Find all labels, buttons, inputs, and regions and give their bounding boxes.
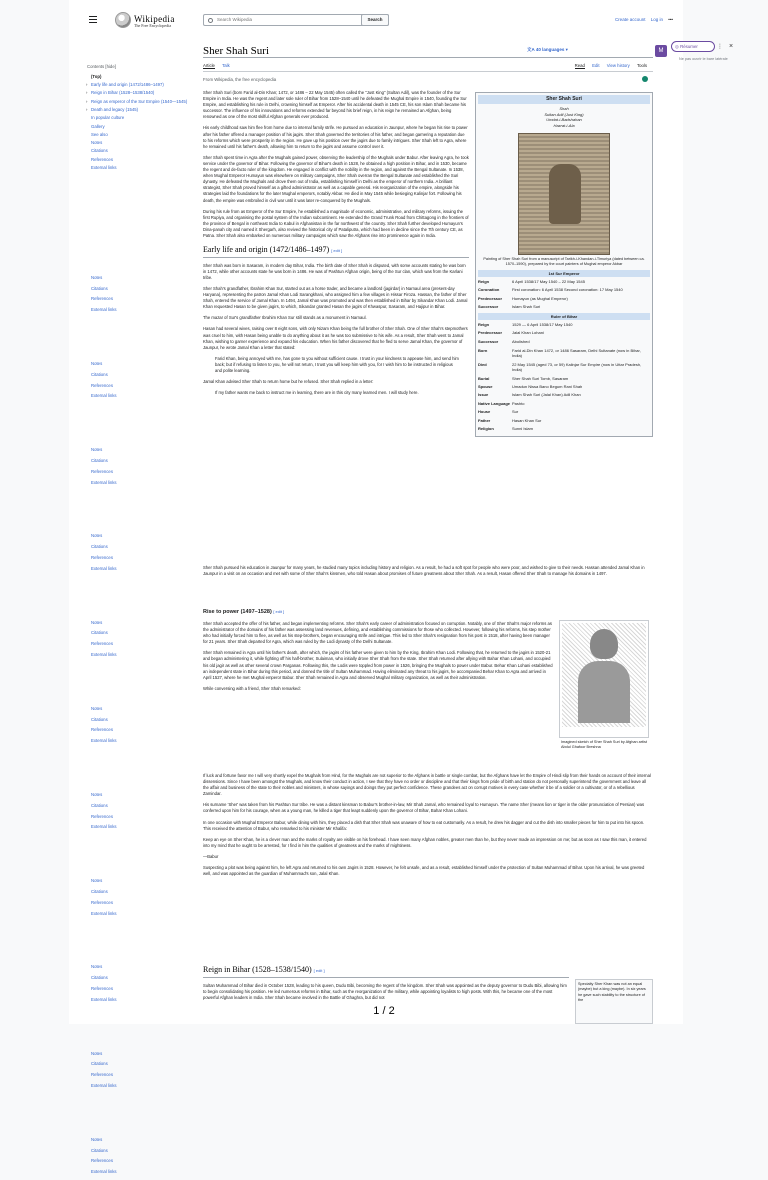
section-rise [203,605,553,697]
section-reign [203,960,569,1006]
infobox-row [478,376,650,381]
toc-item[interactable]: References [91,813,113,819]
toc-item[interactable]: Notes [91,964,103,970]
paragraph: His surname 'Sher' was taken from his Pashtun Sur tribe. He was a distant kinsman to Babur's brother-in-law, Mir Shah Jamal, who remained loyal to Humayun. The name Sher (means lion or tiger in the older pronunciation of Persian) was conferred upon him for his courage, when as a young man, he killed a tiger that leapt suddenly upon the governor of Bihar, Bahar Khan Lohani. [203,802,645,814]
toc-repeat-group [87,275,197,313]
infobox-row [478,279,650,284]
toc-item[interactable]: › Reign in Bihar (1528–1538/1540) [86,90,155,96]
infobox-row-label: Spouse [478,384,493,390]
toc-item[interactable]: Notes [91,533,103,539]
infobox-band: 1st Sur Emperor [478,270,650,277]
blockquote: If my father wants me back to instruct me in learning, there are in this city many learned men. I will study here. [215,390,419,396]
infobox-row-value: 22 May 1545 (aged 73, or 59) Kalinjar Sur Empire (now in Uttar Pradesh, India) [512,361,642,373]
toc-item[interactable]: References [91,1158,113,1164]
close-icon[interactable]: × [729,43,734,50]
section-heading-rise: Rise to power (1497–1528) [ edit ] [203,609,285,615]
toc-item[interactable]: References [91,156,113,162]
infobox-row [478,418,650,423]
paragraph: Suspecting a plot was being against him, he left Agra and returned to his own Jagirs in 1528. However, he felt unsafe, and as a result, established himself under the protection of Sultan Muhammad of Bihar. Upon his arrival, he was greeted well, and was appointed as the guardian of Muhammad's son, Jalal Khan. [203,865,645,877]
paragraph: Sher Shah Suri (born Farid al-Din Khan; 1472, or 1486 – 22 May 1545) often called the "Just King" (Sultan Adil), was the founder of the Sur Empire in India. He was the regent and later sole ruler of Bihar from 1528–1540 until he defeated the Mughal Empire in 1540, founding the Sur Empire, and establishing his rule in Delhi, crowning himself as Emperor. After his accidental death in 1545 CE, his son Islam Shah became his successor. The influence of his innovations and reforms extended far beyond his brief reign, in his reign he remained an Afghan, being renowned as one of the most skilful Afghan generals ever produced. [203,90,467,120]
wordmark[interactable]: Wikipedia [134,14,175,24]
tab-edit[interactable]: Edit [592,63,600,68]
good-article-icon[interactable] [642,76,648,82]
tab-read[interactable]: Read [574,63,585,68]
toc-repeat-group [87,447,197,485]
toc-item[interactable]: Citations [91,975,108,981]
infobox-row-label: House [478,409,491,415]
more-menu-icon[interactable]: ⋮ [717,44,723,50]
user-links [611,17,673,23]
infobox-row [478,362,650,373]
toc-item[interactable]: References [91,555,113,561]
toc-repeat-group [87,1137,197,1175]
infobox-row-value: Hasan Khan Sur [512,417,542,423]
infobox-row [478,392,650,397]
toc-item[interactable]: Gallery [91,123,105,129]
quote-attribution: —Babur [203,853,219,859]
toc-item[interactable]: External links [91,565,117,571]
summary-icon: ◎ [675,44,681,49]
paragraph: Sher Shah was born in Sasaram, in modern day Bihar, India. The birth date of Sher Shah is disputed, with some accounts stating he was born in 1472, while other accounts state he was born in 1486. He was of Pashtun Afghan origin, being of the Sur clan, which was from the Karlani tribe. [203,262,466,280]
toc-item[interactable]: Citations [91,371,108,377]
edit-link[interactable]: [ edit ] [331,248,343,254]
infobox-band: Ruler of Bihar [478,313,650,320]
tab-talk[interactable]: Talk [222,63,230,68]
infobox-row-value: First coronation: 6 April 1538 Second coronation: 17 May 1540 [512,287,623,293]
toc-repeat-groups [87,275,197,1175]
infobox-row-label: Died [478,361,487,367]
toc-item[interactable]: Notes [91,878,103,884]
infobox-row [478,401,650,406]
infobox-row-value: 6 April 1538/17 May 1540 – 22 May 1545 [512,278,585,284]
infobox-rows [478,279,650,310]
toc-repeat-group [87,964,197,1002]
section-rise-continued [203,773,653,882]
chevron-right-icon[interactable]: › [86,90,88,96]
toc-item[interactable]: › Death and legacy (1545) [86,106,139,112]
infobox-row [478,348,650,359]
infobox-rows [478,348,650,431]
toc-item[interactable]: Citations [91,285,108,291]
infobox-row-label: Successor [478,304,499,310]
tab-view-history[interactable]: View history [606,63,630,68]
toc-item[interactable]: Notes [91,1136,103,1142]
toc-item[interactable]: External links [91,165,117,171]
infobox-row-value: Jalal Khan Lohani [512,330,544,336]
toc-item[interactable]: External links [91,479,117,485]
toc-item[interactable]: Citations [91,888,108,894]
chevron-right-icon[interactable]: › [86,106,88,112]
infobox-title: Sher Shah Suri [478,95,650,104]
infobox-row-value: Sunni Islam [512,425,533,431]
assistant-icon[interactable]: M [655,45,667,57]
toc-item[interactable]: External links [91,393,117,399]
paragraph: During his rule from as Emperor of the Sur Empire, he established a magnitude of economic, administrative, and military reforms, issuing the first Rupiya, and organising the postal system of the Indian subcontinent. He extended the Grand Trunk Road from Chittagong in the frontiers of the province of Bengal in northeast India to Kabul in Afghanistan in the far northwest of the country. Sher Shah further developed Humayun's Dina-panah city and named it Shergarh, also revived the historical city of Pataliputra, which had been in decline since the 7th century CE, as Patna. Sher Shah also embarked on numerous military campaigns which saw the Afghans rise into prominence again in India. [203,208,469,238]
infobox-row-label: Reign [478,321,490,327]
blockquote: Keep an eye on Sher Khan, he is a clever man and the marks of royalty are visible on his forehead. I have seen many Afghan nobles, greater men than he, but they never made an impression on me; but as soon as I saw this man, it entered into my mind that he ought to be arrested, for I find in him the qualities of greatness and the marks of mightiness. [203,836,647,848]
infobox-row-value: Pashto [512,400,525,406]
wikipedia-logo-icon[interactable] [115,12,131,28]
portrait-sketch[interactable] [559,620,649,738]
toc-item[interactable]: › Early life and origin (1472/1486–1497) [86,82,164,88]
page-tabs [203,63,653,71]
blockquote: Farid Khan, being annoyed with me, has gone to you without sufficient cause. I trust in your kindness to appease him, and send him back; but if refusing to listen to you, he will not return, I trust you will keep him with you, for I wish him to be instructed in religious and polite learning. [215,355,459,373]
chevron-right-icon[interactable]: › [86,98,88,104]
infobox-row-label: Burial [478,375,490,381]
toc-item[interactable]: References [91,899,113,905]
toc-item[interactable]: References [91,1072,113,1078]
infobox [475,92,653,437]
paragraph: Sher Shah accepted the offer of his father, and began implementing reforms. Sher Shah's early career of administration focused on corruption. Notably, one of Sher Shah's major reforms as the administrator of the domains of his father was assessing land revenues, defining, and establishing commissions for those who collected. However, following his reforms, his step mother who had initially forced him to flee, as well as his step-brothers, began encouraging strife and intrigue. This led to Sher Shah's resignation from his post in 1518, after having been manager for 21 years. Sher Shah departed for Agra, which was ruled by the Lodi dynasty of the Delhi Sultanate. [203,620,552,645]
toc-item[interactable]: External links [91,307,117,313]
section-heading-reign: Reign in Bihar (1528–1538/1540) [ edit ] [203,964,569,978]
toc-item[interactable]: References [91,468,113,474]
infobox-row [478,339,650,344]
paragraph: Sher Shah pursued his education in Jaunpur for many years, he studied many topics including history and religion. As a result, he had a soft spot for people who were poor, and wished to give to their needs. Hassan attended Jamal Khan in Jaunpur in a visit on an occasion and met with some of Sher Shah's kinsmen, who told Hasan about promises of future greatness about Sher Shah. As a result, Hasan offered Sher Shah to manage his domains in 1497. [203,565,645,577]
toc-repeat-group [87,792,197,830]
toc-repeat-group [87,620,197,658]
toc-item[interactable]: References [91,296,113,302]
paragraph: Sher Shah spent time in Agra after the Mughals gained power, observing the leadership of the Mughals under Babur. After leaving Agra, he took service under the governor of Bihar. Following the governor of Bihar's death in 1528, he obtained a high position in Bihar, and in 1530, became the regent and de-facto ruler of the kingdom. He engaged in conflict with the nobility in the region, and against the Bengal Sultanate. In 1538, when Mughal Emperor Humayun was elsewhere on military campaigns, Sher Shah overran the Bengal Sultanate and established the Suri dynasty. He defeated the Mughals and drove them out of India, establishing himself in Delhi as the emperor of northern India. A brilliant strategist, Sher Shah proved himself as a gifted administrator as well as a capable general. His reorganization of the empire, alongside his strategies laid the foundations for the later Mughal emperors, notably Akbar. He died in May 1545 while besieging Kalinjar fort. Following his death, the empire was embroiled in civil war until it was later re-conquered by the Mughals. [203,154,469,203]
infobox-row [478,287,650,292]
toc-item[interactable]: External links [91,1169,117,1175]
toc-item[interactable]: Citations [91,544,108,550]
infobox-row-label: Predecessor [478,295,503,301]
toc-item[interactable]: Citations [91,1061,108,1067]
toc-item[interactable]: External links [91,996,117,1002]
infobox-row-label: Successor [478,338,499,344]
infobox-row-value: Farid al-Din Khan 1472, or 1486 Sasaram, Delhi Sultanate (now in Bihar, India) [512,348,641,359]
more-options-icon[interactable]: ••• [668,17,673,22]
tab-tools[interactable]: Tools [636,63,647,68]
translate-icon: 文A [527,47,536,52]
floating-assistant [655,40,753,66]
toc-item[interactable]: External links [91,652,117,657]
infobox-row [478,322,650,327]
toc-item[interactable]: › Reign as emperor of the Sur Empire (1540—1545) [86,98,188,104]
paragraph: While conversing with a friend, Sher Shah remarked: [203,685,301,691]
infobox-row-value: Abolished [512,338,530,344]
toc-item[interactable]: Notes [91,361,103,367]
create-account-link[interactable]: Create account [614,17,646,22]
page [69,0,683,1175]
infobox-row [478,304,650,309]
edit-link[interactable]: [ edit ] [273,609,285,614]
toc-item[interactable]: Notes [91,619,103,625]
infobox-row [478,296,650,301]
infobox-row-value: Sher Shah Suri Tomb, Sasaram [512,375,569,381]
article-intro [203,90,469,401]
infobox-row-value: Islam Shah Suri [512,304,541,310]
paragraph: The mazar of Sur's grandfather Ibrahim Khan Sur still stands as a monument in Narnaul. [203,315,367,321]
paragraph: Hasan had several wives, raising over 8 eight sons, with only Nizam Khan being the full brother of Sher Shah. One of Sher Shah's stepmothers was cruel to him, with Hasan being unable to do anything about it as he was too submissive to his wife. As a result, Sher Shah went to Jamal Khan, wishing to garner experience and expand his education. When his father discovered that he fled to serve Jamal Khan, the governor of Jaunpur, he wrote Jamal Khan a letter that stated: [203,326,468,350]
tagline: The Free Encyclopedia [134,23,172,28]
toc-item[interactable]: Notes [91,791,103,797]
page-counter: 1 / 2 [373,1005,395,1017]
main-menu-icon[interactable] [89,16,97,23]
infobox-row-value: Sur [512,409,519,415]
infobox-row [478,426,650,431]
toc-item[interactable]: Citations [91,1147,108,1153]
toc-heading[interactable]: Contents [hide] [87,64,116,69]
divider [203,57,653,58]
blockquote: If luck and fortune favor me I will very shortly expel the Mughals from Hind, for the Mughals are not superior to the Afghans in battle or single combat, but the Afghans have let the Empire of Hindi slip from their hands on account of their internal dissensions. Since I have been amongst the Mughals, and know their conduct in action, I see that they have no order or discipline and that their kings from pride of birth and station do not personally superintend the government and leave all the affair and business of the state to their nobles and ministers, in whose sayings and doings they put perfect confidence. These grandees act on corrupt motives in every case whether it be of a soldier or a cultivator, or of a rebellious Zamindar. [203,773,651,797]
toc-item[interactable]: Notes [91,705,103,711]
toc-item[interactable]: References [91,382,113,388]
paragraph: His early childhood saw him flee from home due to internal family strife. He pursued an education in Jaunpur, where he began his rise to power after his father offered a manager position of his jagirs. Sher Shah governed the territories of his father, and began garnering a reputation due to his reforms which were prosperity in the region. He gave up his position over the jagirs due to family intrigues. Sher Shah left to Agra, where he remained until his father's death, allowing him to return to the jagirs and assume control over it. [203,125,468,149]
toc-item[interactable]: External links [91,910,117,916]
toc-item[interactable]: Notes [91,1050,103,1056]
toc-item[interactable]: Notes [91,140,103,146]
toc-item[interactable]: (Top) [91,73,102,79]
search-icon [208,18,213,23]
toc-repeat-group [87,706,197,744]
infobox-row-label: Native Language [478,400,511,406]
toc-item[interactable]: Citations [91,802,108,808]
infobox-row-value: Humayun (as Mughal Emperor) [512,295,568,301]
infobox-rows [478,322,650,344]
toc-item[interactable]: External links [91,824,117,830]
quote-sidebar: Specialty Sher Khan was not an equal (maybe) but a king (maybe). In six years he gave such stability to the structure of the [575,979,653,1024]
infobox-row [478,409,650,414]
divider [203,71,653,72]
toc-item[interactable]: Notes [91,447,103,453]
toc-item[interactable]: In popular culture [91,115,125,121]
infobox-row-value: Islam Shah Suri (Jalal Khan) Adil Khan [512,392,581,398]
portrait-painting[interactable] [518,133,610,255]
chevron-right-icon[interactable]: › [86,82,88,88]
toc-repeat-group [87,878,197,916]
infobox-row-label: Coronation [478,287,500,293]
paragraph: Jamal Khan advised Sher Shah to return home but he refused. Sher Shah replied in a letter: [203,379,374,385]
toc-item[interactable]: References [91,727,113,733]
infobox-row-label: Father [478,417,491,423]
paragraph: In one occasion with Mughal Emperor Babur, while dining with him, they placed a dish that Sher Shah was unaware of how to eat customarily. As a result, he drew his dagger and cut the dish into smaller pieces for him to put into his spoon. This received the attention of Babur, who remarked to his minister Mir Khalifa: [203,819,645,831]
search-input[interactable] [217,17,337,22]
infobox-row-label: Predecessor [478,330,503,336]
paragraph: Sher Shah remained in Agra until his father's death, after which, the jagirs of his father were given to him by the King, Ibrahim Khan Lodi. Following that, he returned to the jagirs in 1520-21 and began administering it, while fighting off his half-brother, Sulaiman, who initially drove Sher Shah from the state. Sher Shah returned after allying with Bahar Khan Lohani, and occupied his old jagir as well as other several crown Parganas. Following this, the Lodis were toppled from power in 1526, bringing the Mughals to power under Babur. Behar Khan Lohani established an independent state in Bihar during this period, and donned the title of Sultan Muhammad. Having eliminated any threat to his jagirs, he accompanied Behar Khan to Agra and arrived in April 1527, where he met Mughal emperor Babur. Sher Shah remained in Agra and observed Mughal military organization, as well as their administration. [203,650,553,680]
toc-repeat-group [87,1051,197,1089]
toc-item[interactable]: Citations [91,716,108,722]
toc-repeat-group [87,361,197,399]
infobox-row-label: Issue [478,392,489,398]
infobox-titles: Shah Sultan Adil (Just King) Umdat-i-Badshahan Hazrat-i-Ala [544,105,584,129]
search-button[interactable]: Search [361,14,389,26]
resume-button[interactable]: ◎ Résumer [671,41,715,52]
assistant-note: Ne pas ouvrir le bare latérale [679,57,728,61]
from-note: From Wikipedia, the free encyclopedia [203,77,277,82]
toc-item[interactable]: References [91,641,113,647]
toc-item[interactable]: Notes [91,274,103,280]
infobox-row-value: 1529 — 6 April 1538/17 May 1540 [512,321,573,327]
toc-item[interactable]: Citations [91,458,108,464]
toc-item[interactable]: Citations [91,630,108,636]
infobox-row-label: Reign [478,278,490,284]
infobox-row [478,330,650,335]
toc-item[interactable]: Citations [91,148,108,154]
edit-link[interactable]: [ edit ] [313,968,325,973]
infobox-row-label: Born [478,348,488,354]
article-continued [203,565,653,582]
page-title: Sher Shah Suri [203,45,269,57]
toc-item[interactable]: References [91,985,113,991]
tab-article[interactable]: Article [203,63,215,68]
toc-repeat-group [87,533,197,571]
toc-item[interactable]: See also [91,131,108,137]
header [69,0,683,40]
paragraph: Sher Shah's grandfather, Ibrahim Khan Sur, started out as a horse trader, and became a landlord (jagirdar) in Narnaul area (present-day Haryana), representing the patron Jamal Khan Lodi Sarangkhani, who assigned him a few villages in Hissar Firoza. Hassan, the father of Sher Shah, entered the service of Jamal Khan. In 1494, Jamal Khan was promoted and was then established in Bihar by Sikandar Khan Lodi. Jamal Khan requested Hasan to be given jagirs, to which, Sikandar granted Hasan the jagirs of Khwaspur, Sasaram, and Hajipur in Bihar. [203,285,468,310]
infobox-row-value: Umadun Nissa Bano Begum Rani Shah [512,384,583,390]
paragraph: Sultan Muhammad of Bihar died in October 1528, leading to his queen, Dudu Bibi, becoming the regent of the kingdom. Sher Shah was appointed as the deputy governor to Dudu Bibi, allowing him to begin consolidating his position. He led numerous reforms in Bihar, such as the reorganization of the military, while appointing loyalists to high posts. With this, he became one of the most powerful Afghan leaders in India. Sher Shah became involved in the Battle of Ghaghra, but did not [203,982,567,1000]
portrait-caption: Imagined sketch of Sher Shah Suri by Afghan artist Abdul Ghafoor Breshna [561,740,647,750]
infobox-row-label: Religion [478,425,494,431]
section-heading-early-life: Early life and origin (1472/1486–1497) [ edit ] [203,244,469,258]
toc-item[interactable]: External links [91,738,117,744]
log-in-link[interactable]: Log in [650,17,663,22]
toc-item[interactable]: External links [91,1082,117,1088]
infobox-row [478,384,650,389]
language-button[interactable]: 文A 40 languages ▾ [527,47,568,52]
infobox-caption: Painting of Sher Shah Suri from a manuscript of Tarikh-i-Khandan-i-Timuriya (dated between ca. 1570–1590), prepared by the court painters of Mughal emperor Akbar [483,256,645,267]
table-of-contents [87,64,197,1180]
